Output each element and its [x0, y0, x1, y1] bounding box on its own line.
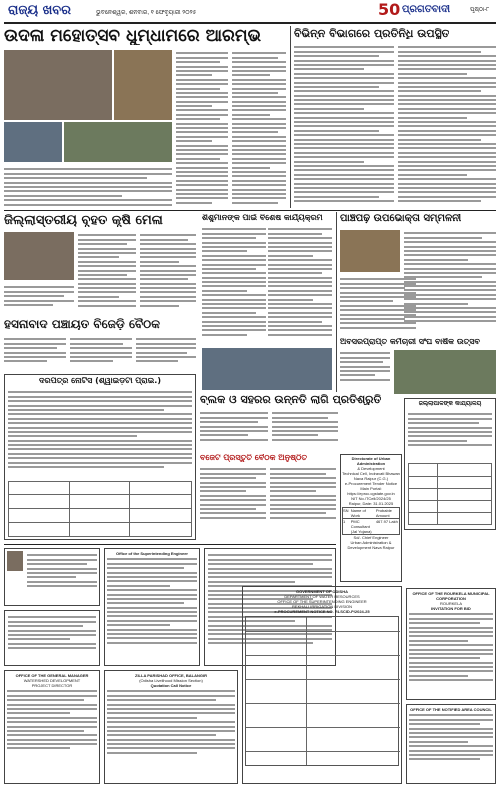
- kids-body-1: [202, 226, 266, 346]
- notified-ad: [406, 704, 496, 784]
- bottom-body-2: [272, 410, 338, 450]
- sub-body-2: [270, 466, 336, 540]
- collector-ad: [404, 398, 496, 530]
- abbar-headline: ଅବସରପ୍ରାପ୍ତ କର୍ମଚାରୀ ସଂଘ ବାର୍ଷିକ ଉତ୍ସବ: [340, 338, 480, 346]
- urban-line-5: Main Portal: https://eproc.cgstate.gov.in: [347, 486, 395, 496]
- govt-title: GOVERNMENT OF ODISHA: [295, 589, 348, 594]
- kids-photo: [202, 348, 332, 390]
- lead-photo-4: [64, 122, 172, 162]
- urban-td-work: PMC Consultant (Jal Yojana): [350, 519, 372, 534]
- urban-line-1: & Development: [357, 466, 385, 471]
- gm-ad: [4, 670, 100, 784]
- section-rule-2: [4, 544, 336, 545]
- municipal-body: [409, 613, 493, 681]
- urban-line-6: NIT No./TCell/2024/25: [351, 496, 391, 501]
- panchayat-headline: ପାଞ୍ଚପିଢ଼ି ଉପଭୋକ୍ତା ସମ୍ମିଳନୀ: [340, 214, 462, 224]
- govt-ad: [242, 586, 402, 784]
- date-line: ଭୁବନେଶ୍ୱର, ଶନିବାର, ୧ ଫେବୃୟାରୀ ୨୦୨୫: [96, 10, 197, 16]
- se-body: [107, 558, 197, 643]
- urban-td-amount: 467.97 Lakh: [375, 519, 398, 524]
- govt-line-1: DEPARTMENT OF WATER RESOURCES: [284, 594, 360, 599]
- paper-name: ପ୍ରଗତିବାଦୀ: [402, 5, 451, 15]
- urban-line-3: Nava Raipur (C.G.): [353, 476, 389, 481]
- abbar-body-1: [340, 350, 390, 394]
- masthead-rule: [4, 22, 496, 24]
- abbar-photo: [394, 350, 496, 394]
- govt-table: [245, 616, 399, 766]
- hasanabad-body-1: [4, 336, 66, 370]
- tender-notice-box: [4, 374, 196, 540]
- hasanabad-headline: ହସନାବାଦ ପଞ୍ଚାୟତ ବିଜେଡ଼ି ବୈଠକ: [4, 318, 161, 330]
- panchayat-photo: [340, 230, 400, 272]
- left-ad-2-body: [8, 614, 96, 664]
- urban-footer-3: Development Nava Raipur: [347, 545, 395, 550]
- govt-line-3: REKHALI IRRIGATION DIVISION: [292, 604, 352, 609]
- fair-body-1: [78, 232, 136, 312]
- right-top-headline: ବିଭିନ୍ନ ବିଭାଗରେ ପ୍ରତିନିଧି ଉପସ୍ଥିତ: [294, 28, 450, 39]
- panchayat-body-2: [404, 230, 496, 334]
- column-divider-2: [336, 212, 337, 392]
- lead-body-col-2: [232, 50, 286, 210]
- collector-small-ad: [4, 548, 100, 606]
- zilla-line-2: Quotation Call Notice: [150, 683, 192, 688]
- left-ad-2: [4, 610, 100, 666]
- collector-table: [408, 463, 492, 525]
- fair-body-2: [140, 232, 196, 312]
- collector-small-photo: [7, 551, 23, 571]
- municipal-title: OFFICE OF THE ROURKELA MUNICIPAL CORPORATION: [412, 591, 490, 601]
- hasanabad-body-2: [70, 336, 132, 370]
- anniversary-number: 50: [378, 2, 401, 18]
- gm-line-2: PROJECT DIRECTOR: [31, 683, 73, 688]
- collector-small-body: [27, 552, 97, 602]
- zilla-ad: [104, 670, 238, 784]
- district-fair-headline: ଜିଲ୍ଲାସ୍ତରୀୟ ବୃହତ କୃଷି ମେଳା: [4, 214, 163, 227]
- column-divider: [290, 26, 291, 208]
- hasanabad-body-3: [136, 336, 196, 370]
- bottom-body-1: [200, 410, 268, 450]
- kids-body-2: [268, 226, 332, 346]
- section-rule-1: [4, 210, 496, 211]
- notified-title: OFFICE OF THE NOTIFIED AREA COUNCIL: [410, 707, 492, 712]
- urban-line-7: Raipur, Date: 31.01.2025: [348, 501, 394, 506]
- fair-photo: [4, 232, 74, 280]
- municipal-line-1: ROURKELA: [439, 601, 462, 606]
- tender-notice-title: ଦରପତ୍ର ନୋଟିସ (ଶ୍ୱାଇଡ଼ଟା ପ୍ରାଇ.): [39, 377, 161, 385]
- urban-footer-2: Urban Administration &: [350, 540, 392, 545]
- urban-line-2: Technical Cell, Indravati Bhawan: [342, 471, 400, 476]
- zilla-line-1: (Odisha Livelihood Mission Section): [139, 678, 203, 683]
- kids-headline: ଶିଶୁମାନଙ୍କ ପାଇଁ ବିଶେଷ କାର୍ଯ୍ୟକ୍ରମ: [202, 214, 323, 222]
- urban-ad: [340, 454, 402, 582]
- tender-notice-table: [8, 481, 192, 537]
- page-label: ପୃଷ୍ଠା-୮: [470, 7, 490, 13]
- masthead: [0, 0, 500, 22]
- zilla-title: ZILLA PARISHAD OFFICE, BALANGIR: [135, 673, 207, 678]
- se-ad: [104, 548, 200, 666]
- urban-table: [342, 507, 400, 535]
- notified-body: [409, 714, 493, 760]
- urban-line-4: e-Procurement Tender Notice: [344, 481, 398, 486]
- fair-body-3: [4, 284, 74, 312]
- bottom-headline: ବ୍ଲକ ଓ ସହରର ଉନ୍ନତି ଲାଗି ପ୍ରତିଶ୍ରୁତି: [200, 394, 382, 405]
- urban-title: Directorate of Urban Administration: [351, 456, 391, 466]
- gm-body: [7, 690, 97, 749]
- lead-body-bottom: [4, 166, 172, 210]
- urban-td-sn: 1: [343, 519, 346, 524]
- municipal-line-2: INVITATION FOR BID: [431, 606, 471, 611]
- kids-box: [200, 214, 334, 392]
- lead-photo-1: [4, 50, 112, 120]
- govt-line-4: e-PROCUREMENT NOTICE NO. RLSCID-P/2024-25: [274, 609, 370, 614]
- lead-photo-2: [114, 50, 172, 120]
- urban-footer-1: Sd/- Chief Engineer: [353, 535, 389, 540]
- urban-th-work: Name of Work: [350, 508, 366, 518]
- collector-body: [408, 411, 492, 461]
- gm-title: OFFICE OF THE GENERAL MANAGER: [15, 673, 89, 678]
- municipal-ad: [406, 588, 496, 700]
- lead-headline: ଉଦଳା ମହୋତ୍ସବ ଧୁମ୍ଧାମରେ ଆରମ୍ଭ: [4, 28, 262, 45]
- lead-body-col-1: [176, 50, 228, 210]
- urban-th-amount: Probable Amount: [375, 508, 392, 518]
- sub-body-1: [200, 466, 266, 540]
- govt-line-2: OFFICE OF THE SUPERINTENDING ENGINEER: [277, 599, 367, 604]
- urban-th-sn: SN: [343, 508, 349, 513]
- collector-title: ଜିଲ୍ଲାପାଳଙ୍କ କାର୍ଯ୍ୟାଳୟ: [418, 401, 482, 407]
- right-top-body-1: [294, 44, 394, 208]
- sub-headline: ବଜେଟ ପ୍ରସ୍ତୁତି ବୈଠକ ଅନୁଷ୍ଠିତ: [200, 454, 308, 462]
- tender-notice-body: [8, 389, 192, 479]
- right-top-body-2: [398, 44, 496, 208]
- section-title: ରାଜ୍ୟ ଖବର: [8, 4, 72, 17]
- zilla-body: [107, 690, 235, 753]
- lead-photo-3: [4, 122, 62, 162]
- se-title: Office of the Superintending Engineer: [115, 551, 188, 556]
- gm-line-1: WATERSHED DEVELOPMENT: [23, 678, 81, 683]
